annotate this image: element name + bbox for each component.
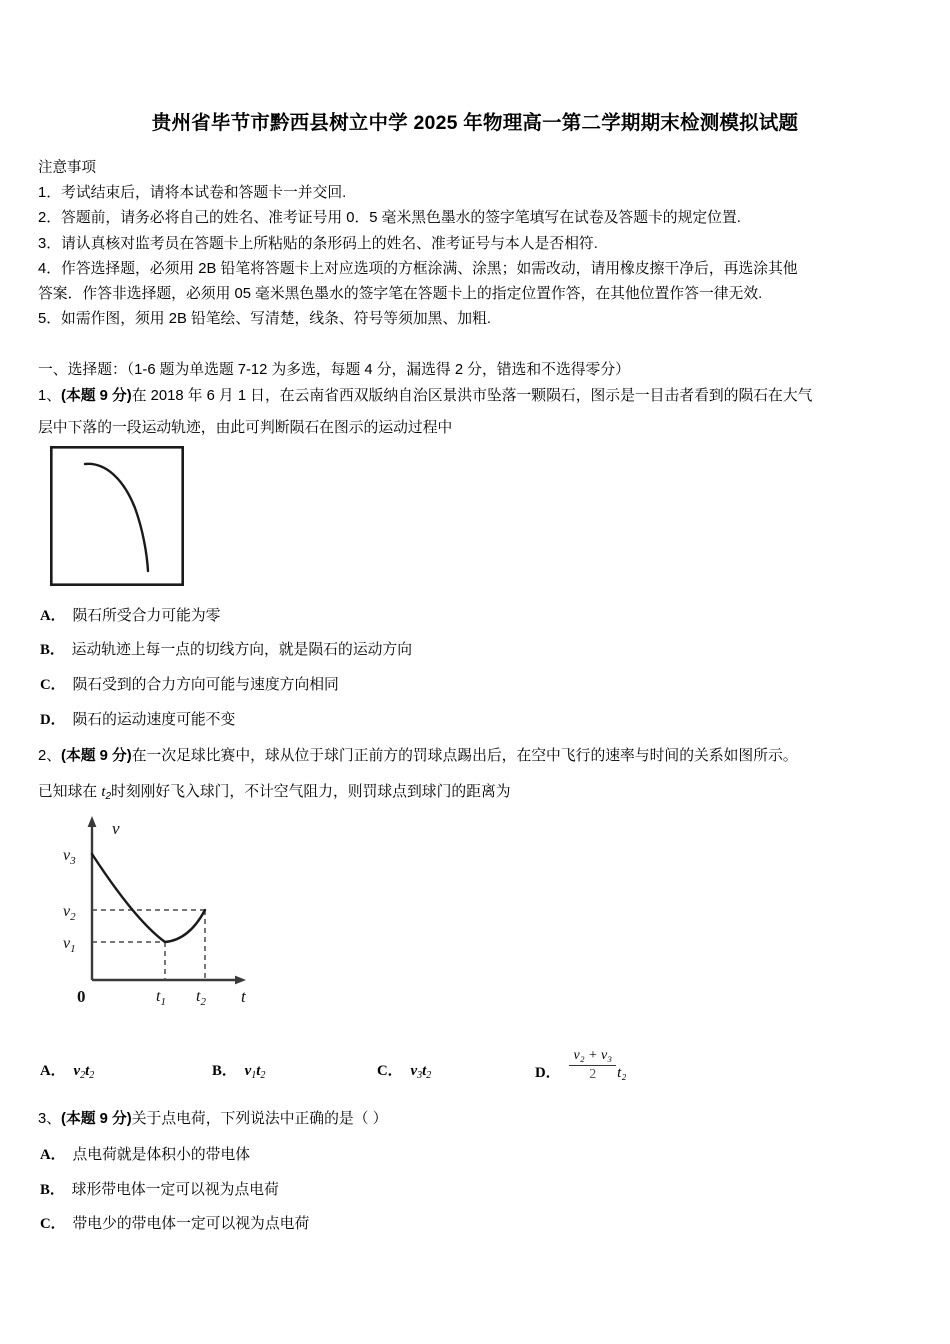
y-axis-label: v — [112, 819, 120, 838]
q2-option-d-denominator: 2 — [589, 1067, 597, 1082]
q2-option-b-label: B． — [212, 1063, 237, 1079]
q2-option-a-v: v — [73, 1063, 81, 1079]
question-3-option-a[interactable] — [40, 1143, 250, 1164]
question-2-answer-row — [40, 1043, 740, 1093]
question-2-stem-line-1 — [38, 744, 798, 765]
notice-line-2: 2．答题前，请务必将自己的姓名、准考证号用 0．5 毫米黑色墨水的签字笔填写在试卷及答题卡的规定位置. — [38, 210, 741, 227]
option-d-text: 陨石的运动速度可能不变 — [72, 712, 236, 728]
meteor-trajectory-figure — [50, 446, 184, 586]
question-2-text-pre: 已知球在 — [38, 784, 102, 800]
meteor-trajectory-svg — [50, 446, 184, 586]
question-1-option-b[interactable] — [40, 638, 412, 659]
question-2-var-t: t — [101, 784, 106, 800]
q3-option-c-text: 带电少的带电体一定可以视为点电荷 — [72, 1216, 310, 1232]
q2-option-d-fraction — [569, 1047, 616, 1084]
q2-option-b-t: t — [256, 1063, 261, 1079]
question-2-option-d[interactable] — [535, 1047, 626, 1084]
y-axis-arrow — [88, 816, 97, 827]
origin-label: 0 — [77, 987, 86, 1006]
q2-option-a-t-sub: 2 — [89, 1069, 95, 1081]
q3-option-c-label: C． — [40, 1216, 66, 1232]
q3-option-a-label: A． — [40, 1147, 66, 1163]
q3-option-b-label: B． — [40, 1182, 65, 1198]
notice-line-3: 3．请认真核对监考员在答题卡上所粘贴的条形码上的姓名、准考证号与本人是否相符. — [38, 235, 598, 252]
option-c-text: 陨石受到的合力方向可能与速度方向相同 — [72, 677, 339, 693]
q2-option-c-t: t — [422, 1063, 427, 1079]
q2-option-d-label: D． — [535, 1065, 561, 1082]
option-b-text: 运动轨迹上每一点的切线方向，就是陨石的运动方向 — [71, 642, 413, 658]
q2-option-b-t-sub: 2 — [260, 1069, 266, 1081]
notice-line-1: 1．考试结束后，请将本试卷和答题卡一并交回. — [38, 185, 347, 201]
question-3-text: 关于点电荷，下列说法中正确的是（ ） — [131, 1111, 388, 1127]
q2-option-b-v-sub: 1 — [251, 1069, 257, 1081]
figure-border — [51, 447, 182, 584]
question-2-option-a[interactable] — [40, 1059, 94, 1081]
option-c-label: C． — [40, 677, 66, 693]
question-2-points: (本题 9 分) — [61, 748, 132, 764]
question-1-stem-line-1 — [38, 384, 812, 405]
y-tick-v1: $v_1$ — [63, 935, 76, 955]
y-tick-v3: $v_3$ — [63, 847, 76, 867]
option-a-text: 陨石所受合力可能为零 — [72, 608, 221, 624]
question-2-text-a: 在一次足球比赛中，球从位于球门正前方的罚球点踢出后，在空中飞行的速率与时间的关系如图所示。 — [131, 748, 798, 764]
question-3-points: (本题 9 分) — [61, 1111, 132, 1127]
question-2-number: 2、 — [38, 748, 62, 764]
option-d-label: D． — [40, 712, 66, 728]
notice-line-4-cont: 答案．作答非选择题，必须用 05 毫米黑色墨水的签字笔在答题卡上的指定位置作答，在其他位置作答一律无效. — [38, 286, 763, 303]
q2-option-a-label: A． — [40, 1063, 66, 1079]
velocity-time-graph-svg — [55, 812, 270, 1007]
q2-option-c-v: v — [410, 1063, 418, 1079]
notices-block — [38, 156, 916, 333]
question-2-text-post: 时刻刚好飞入球门，不计空气阻力，则罚球点到球门的距离为 — [111, 784, 511, 800]
option-a-label: A． — [40, 608, 66, 624]
x-axis-label: t — [241, 987, 246, 1006]
question-1-stem-line-2: 层中下落的一段运动轨迹，由此可判断陨石在图示的运动过程中 — [38, 420, 453, 436]
q2-option-b-v: v — [244, 1063, 252, 1079]
q2-option-a-v-sub: 2 — [80, 1069, 86, 1081]
q2-option-c-v-sub: 3 — [417, 1069, 423, 1081]
x-tick-t1: $t_1$ — [156, 988, 166, 1007]
q2-option-c-t-sub: 2 — [426, 1069, 432, 1081]
velocity-curve — [92, 854, 205, 942]
velocity-time-graph — [55, 812, 270, 1007]
question-2-stem-line-2 — [38, 780, 511, 802]
question-2-option-b[interactable] — [212, 1059, 265, 1081]
x-axis-arrow — [235, 976, 246, 985]
question-3-option-c[interactable] — [40, 1212, 309, 1233]
question-3-option-b[interactable] — [40, 1178, 279, 1199]
q2-option-a-t: t — [85, 1063, 90, 1079]
q3-option-a-text: 点电荷就是体积小的带电体 — [72, 1147, 251, 1163]
question-3-stem — [38, 1107, 387, 1128]
notice-line-4: 4．作答选择题，必须用 2B 铅笔将答题卡上对应选项的方框涂满、涂黑；如需改动，请用橡皮擦干净后，再选涂其他 — [38, 260, 798, 277]
question-1-option-a[interactable] — [40, 604, 220, 625]
question-1-option-d[interactable] — [40, 708, 235, 729]
q2-option-d-numerator: v₂ + v₃ — [569, 1047, 616, 1066]
question-1-number: 1、 — [38, 388, 62, 404]
option-b-label: B． — [40, 642, 65, 658]
question-2-option-c[interactable] — [377, 1059, 431, 1081]
question-1-points: (本题 9 分) — [61, 388, 132, 404]
x-tick-t2: $t_2$ — [196, 988, 206, 1007]
question-1-text-a: 在 2018 年 6 月 1 日，在云南省西双版纳自治区景洪市坠落一颗陨石，图示是一目击者看到的陨石在大气 — [131, 388, 813, 404]
y-tick-v2: $v_2$ — [63, 903, 76, 923]
question-2-var-t-sub: 2 — [105, 790, 112, 802]
notices-heading: 注意事项 — [38, 160, 96, 176]
q2-option-c-label: C． — [377, 1063, 403, 1079]
section-header-choice: 一、选择题：（1-6 题为单选题 7-12 为多选，每题 4 分，漏选得 2 分，错选和不选得零分） — [38, 362, 630, 378]
question-1-option-c[interactable] — [40, 673, 339, 694]
notice-line-5: 5．如需作图，须用 2B 铅笔绘、写清楚，线条、符号等须加黑、加粗. — [38, 311, 491, 328]
question-3-number: 3、 — [38, 1111, 62, 1127]
q2-option-d-trailing: t₂ — [617, 1065, 627, 1082]
q3-option-b-text: 球形带电体一定可以视为点电荷 — [71, 1182, 279, 1198]
page-title: 贵州省毕节市黔西县树立中学 2025 年物理高一第二学期期末检测模拟试题 — [151, 112, 799, 134]
